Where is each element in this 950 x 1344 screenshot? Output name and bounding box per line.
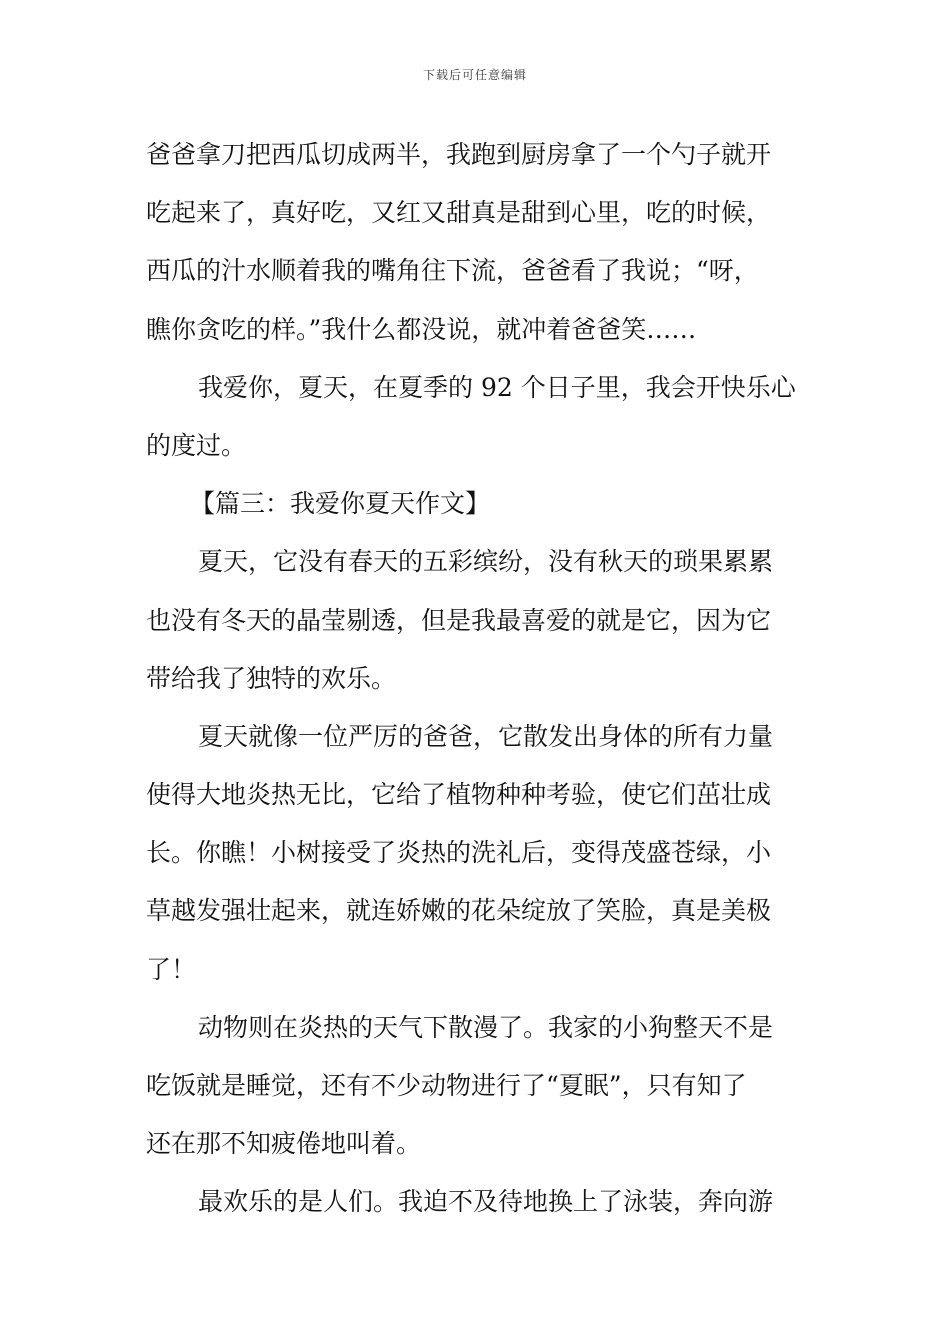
text-line: 带给我了独特的欢乐。 bbox=[146, 663, 397, 693]
text-line: 也没有冬天的晶莹剔透，但是我最喜爱的就是它，因为它 bbox=[146, 605, 772, 635]
text-line: 西瓜的汁水顺着我的嘴角往下流，爸爸看了我说；“呀， bbox=[146, 256, 759, 286]
paragraph-start-line: 夏天就像一位严厉的爸爸，它散发出身体的所有力量 bbox=[198, 721, 774, 751]
paragraph-start-line: 夏天，它没有春天的五彩缤纷，没有秋天的琐果累累 bbox=[198, 547, 774, 577]
text-line: 长。你瞧！小树接受了炎热的洗礼后，变得茂盛苍绿，小 bbox=[146, 838, 772, 868]
text-line: 瞧你贪吃的样。”我什么都没说，就冲着爸爸笑…… bbox=[146, 314, 697, 344]
text-line: 爸爸拿刀把西瓜切成两半，我跑到厨房拿了一个勺子就开 bbox=[146, 140, 772, 169]
text-line: 还在那不知疲倦地叫着。 bbox=[146, 1129, 422, 1159]
text-line: 吃饭就是睡觉，还有不少动物进行了“夏眠”，只有知了 bbox=[146, 1071, 747, 1100]
text-line: 的度过。 bbox=[146, 430, 247, 460]
section-heading: 【篇三：我爱你夏天作文】 bbox=[190, 489, 491, 519]
paragraph-start-line: 最欢乐的是人们。我迫不及待地换上了泳装，奔向游 bbox=[198, 1187, 774, 1217]
paragraph-start-line: 动物则在炎热的天气下散漫了。我家的小狗整天不是 bbox=[198, 1012, 774, 1042]
text-line: 草越发强壮起来，就连娇嫩的花朵绽放了笑脸，真是美极 bbox=[146, 896, 772, 926]
text-line: 使得大地炎热无比，它给了植物种种考验，使它们茁壮成 bbox=[146, 780, 772, 810]
text-line: 吃起来了，真好吃，又红又甜真是甜到心里，吃的时候， bbox=[146, 198, 772, 228]
header-note: 下载后可任意编辑 bbox=[422, 68, 527, 82]
text-line: 了！ bbox=[146, 954, 197, 984]
paragraph-start-line: 我爱你，夏天，在夏季的 92 个日子里，我会开快乐心 bbox=[198, 372, 796, 402]
document-body bbox=[146, 126, 808, 1232]
